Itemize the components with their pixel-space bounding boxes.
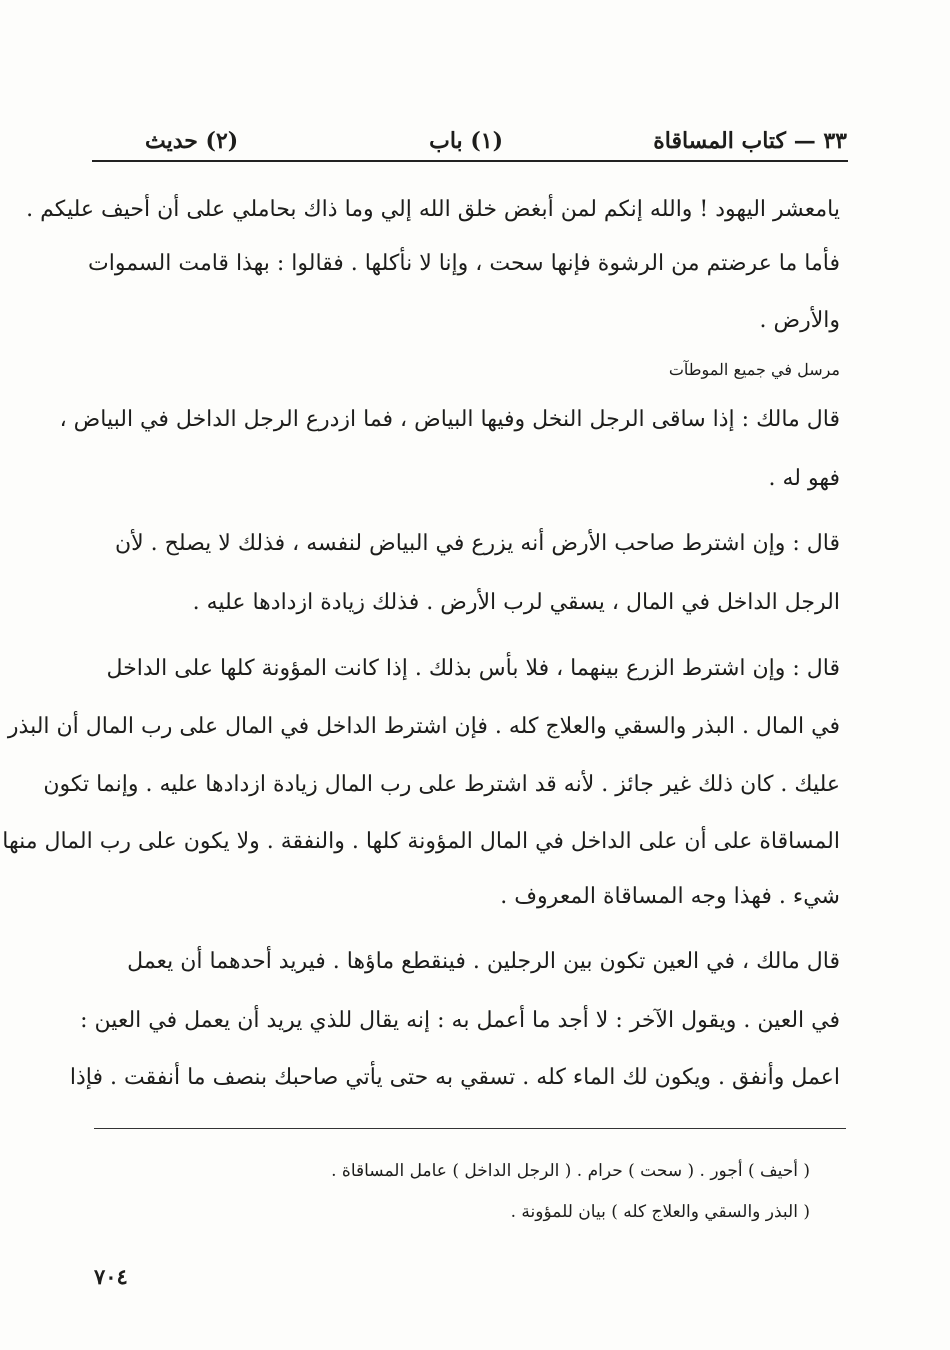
footnote-line: ( البذر والسقي والعلاج كله ) بيان للمؤونة .: [510, 1202, 810, 1222]
text-line: شيء . فهذا وجه المساقاة المعروف .: [500, 884, 840, 909]
footnote-rule: [94, 1128, 846, 1129]
book-title: ٣٣ — كتاب المساقاة: [653, 128, 847, 154]
text-line: فأما ما عرضتم من الرشوة فإنها سحت ، وإنا لا نأكلها . فقالوا : بهذا قامت السموات: [88, 251, 840, 276]
text-line: في المال . البذر والسقي والعلاج كله . فإن اشترط الداخل في المال على رب المال أن البذر: [7, 714, 840, 739]
header-rule: [92, 160, 848, 162]
text-line: في العين . ويقول الآخر : لا أجد ما أعمل به : إنه يقال للذي يريد أن يعمل في العين :: [80, 1008, 840, 1033]
text-line: عليك . كان ذلك غير جائز . لأنه قد اشترط على رب المال زيادة ازدادها عليه . وإنما تكون: [43, 772, 840, 797]
page-number: ٧٠٤: [94, 1264, 128, 1289]
hadith-label: (٢) حديث: [145, 128, 239, 154]
text-line: قال : وإن اشترط صاحب الأرض أنه يزرع في البياض لنفسه ، فذلك لا يصلح . لأن: [114, 531, 840, 556]
text-line: الرجل الداخل في المال ، يسقي لرب الأرض . فذلك زيادة ازدادها عليه .: [192, 590, 840, 615]
text-line: فهو له .: [768, 466, 840, 491]
running-header: [95, 124, 847, 158]
chapter-label: (١) باب: [429, 128, 503, 154]
text-line: يامعشر اليهود ! والله إنكم لمن أبغض خلق الله إلي وما ذاك بحاملي على أن أحيف عليكم .: [26, 197, 840, 222]
footnote-line: ( أحيف ) أجور . ( سحت ) حرام . ( الرجل الداخل ) عامل المساقاة .: [331, 1161, 810, 1181]
text-line: المساقاة على أن على الداخل في المال المؤونة كلها . والنفقة . ولا يكون على رب المال منها: [2, 829, 840, 854]
text-line: والأرض .: [759, 308, 840, 333]
transmission-note: مرسل في جميع الموطآت: [668, 360, 840, 379]
text-line: اعمل وأنفق . ويكون لك الماء كله . تسقي به حتى يأتي صاحبك بنصف ما أنفقت . فإذا: [69, 1065, 840, 1090]
text-line: قال : وإن اشترط الزرع بينهما ، فلا بأس بذلك . إذا كانت المؤونة كلها على الداخل: [106, 656, 840, 681]
text-line: قال مالك : إذا ساقى الرجل النخل وفيها البياض ، فما ازدرع الرجل الداخل في البياض ،: [59, 407, 840, 432]
text-line: قال مالك ، في العين تكون بين الرجلين . فينقطع ماؤها . فيريد أحدهما أن يعمل: [127, 949, 840, 974]
